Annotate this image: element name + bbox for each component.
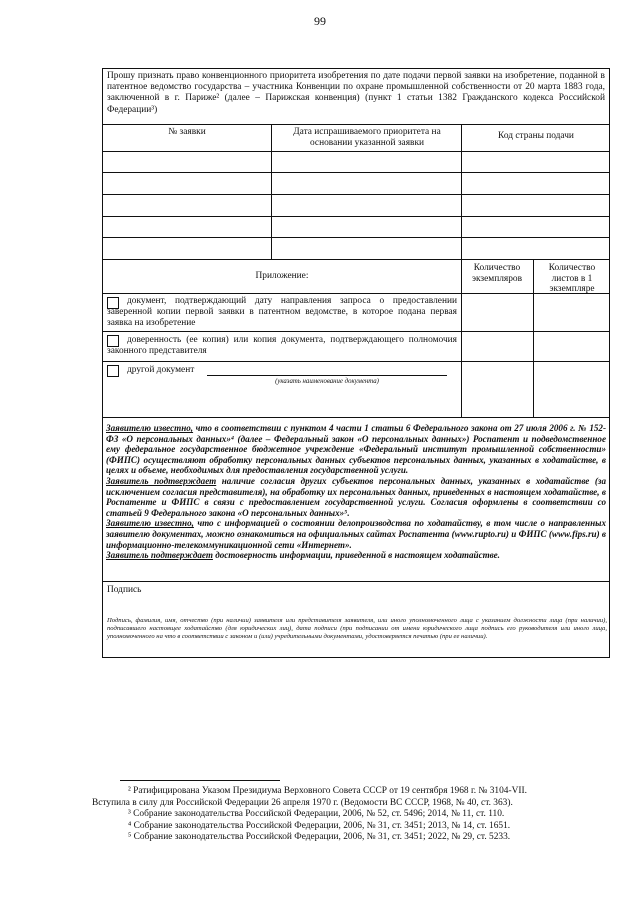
attachment-item-power-of-attorney: доверенность (ее копия) или копия документа, подтверждающего полномочия законного представителя xyxy=(107,335,457,356)
attachment-item-request-date: документ, подтверждающий дату направления запроса о предоставлении заверенной копии первой заявки в патентном ведомстве, в которое подана первая заявка на изобретение xyxy=(107,296,457,328)
column-header-app-number: № заявки xyxy=(168,127,206,137)
legal-p4-lead: Заявитель подтверждает xyxy=(106,550,213,561)
footnote-3: ³ Собрание законодательства Российской Федерации, 2006, № 52, ст. 5496; 2014, № 11, ст. 110. xyxy=(128,809,505,819)
attachment-item-other: другой документ xyxy=(127,365,195,375)
signature-label: Подпись xyxy=(107,585,142,595)
app-number-cell[interactable] xyxy=(104,217,270,237)
other-document-caption: (указать наименование документа) xyxy=(275,378,379,385)
legal-p1-lead: Заявителю известно, xyxy=(106,423,194,433)
app-number-cell[interactable] xyxy=(104,152,270,172)
attachment-checkbox-other[interactable] xyxy=(107,365,119,377)
legal-p3-lead: Заявителю известно, xyxy=(106,518,194,529)
footnotes xyxy=(92,786,602,844)
column-header-sheets: Количество листов в 1 экземпляре xyxy=(548,263,596,294)
legal-top-rule xyxy=(103,417,609,418)
table-divider xyxy=(461,124,462,259)
footnote-2-continued: Вступила в силу для Российской Федерации 26 апреля 1970 г. (Ведомости ВС СССР, 1968, № 40, ст. 363). xyxy=(92,797,513,808)
table-top-rule xyxy=(103,124,609,125)
priority-request-form xyxy=(102,68,610,658)
legal-p2-lead: Заявитель подтверждает xyxy=(106,475,217,486)
column-header-priority-date: Дата испрашиваемого приоритета на основании указанной заявки xyxy=(293,127,441,148)
footnote-2: ² Ратифицирована Указом Президиума Верховного Совета СССР от 19 сентября 1968 г. № 3104-VII. xyxy=(128,786,527,796)
attachments-row-rule xyxy=(103,331,609,332)
attachments-row-rule xyxy=(103,361,609,362)
footnote-4: ⁴ Собрание законодательства Российской Федерации, 2006, № 31, ст. 3451; 2013, № 14, ст. 1651. xyxy=(128,820,511,831)
page-number: 99 xyxy=(314,14,326,28)
app-number-cell[interactable] xyxy=(104,195,270,215)
intro-text: Прошу признать право конвенционного приоритета изобретения по дате подачи первой заявки на изобретение, поданной в патентное ведомство государства – участника Конвенции по охране промышленной собственности от 20 марта 1883 года, заключенной в г. Париже² (далее – Парижская конвенция) (пункт 1 статьи 1382 Гражданского кодекса Российской Федерации³) xyxy=(107,71,605,115)
legal-p2-text: наличие согласия других субъектов персональных данных, указанных в ходатайстве (за исключением согласия представителя), на обработку их персональных данных, приведенных в настоящем ходатайстве, в Роспатенте и ФИПС в связи с предоставлением государственной услуги. Согласия оформлены в соответствии со статьей 9 Федерального закона «О персональных данных»⁵. xyxy=(106,475,606,518)
signature-field[interactable] xyxy=(163,583,603,613)
signature-top-rule xyxy=(103,581,609,582)
signature-note: Подпись, фамилия, имя, отчество (при наличии) заявителя или представителя заявителя, или иного уполномоченного лица с указанием должности лица (при наличии), подписавшего настоящее ходатайство (для юридических лиц), дата подписи (при подписании от имени юридического лица подпись его руководителя или иного лица, уполномоченного на что в соответствии с законом и (или) учредительными документами, удостоверяется печатью (при ее наличии). xyxy=(107,617,607,641)
column-header-copies: Количество экземпляров xyxy=(471,263,523,284)
footnote-separator xyxy=(120,780,280,781)
attachments-divider xyxy=(533,259,534,417)
app-number-cell[interactable] xyxy=(104,173,270,193)
footnote-5: ⁵ Собрание законодательства Российской Федерации, 2006, № 31, ст. 3451; 2022, № 29, ст. 5233. xyxy=(128,832,511,842)
table-divider xyxy=(271,124,272,259)
legal-notice xyxy=(106,423,606,561)
legal-p4-text: достоверность информации, приведенной в настоящем ходатайстве. xyxy=(212,550,500,561)
legal-p1-text: что в соответствии с пунктом 4 части 1 статьи 6 Федерального закона от 27 июля 2006 г. № 152-ФЗ «О персональных данных»⁴ (далее – Федеральный закон «О персональных данных») Роспатент и подведомственное ему федеральное государственное бюджетное учреждение «Федеральный институт промышленной собственности» (ФИПС) осуществляют обработку персональных данных субъектов персональных данных, указанных в ходатайстве, в целях и объеме, необходимых для предоставления государственной услуги. xyxy=(106,423,606,476)
attachments-row-rule xyxy=(103,293,609,294)
legal-p3-text: что с информацией о состоянии делопроизводства по ходатайству, в том числе о направленных заявителю документах, можно ознакомиться на официальных сайтах Роспатента (www.rupto.ru) и ФИПС (www.fips.ru) в информационно-телекоммуникационной сети «Интернет». xyxy=(106,518,606,550)
other-document-line[interactable] xyxy=(207,375,447,376)
attachments-divider xyxy=(461,259,462,417)
column-header-country-code: Код страны подачи xyxy=(498,131,574,141)
app-number-cell[interactable] xyxy=(104,238,270,258)
attachments-header: Приложение: xyxy=(255,271,309,281)
